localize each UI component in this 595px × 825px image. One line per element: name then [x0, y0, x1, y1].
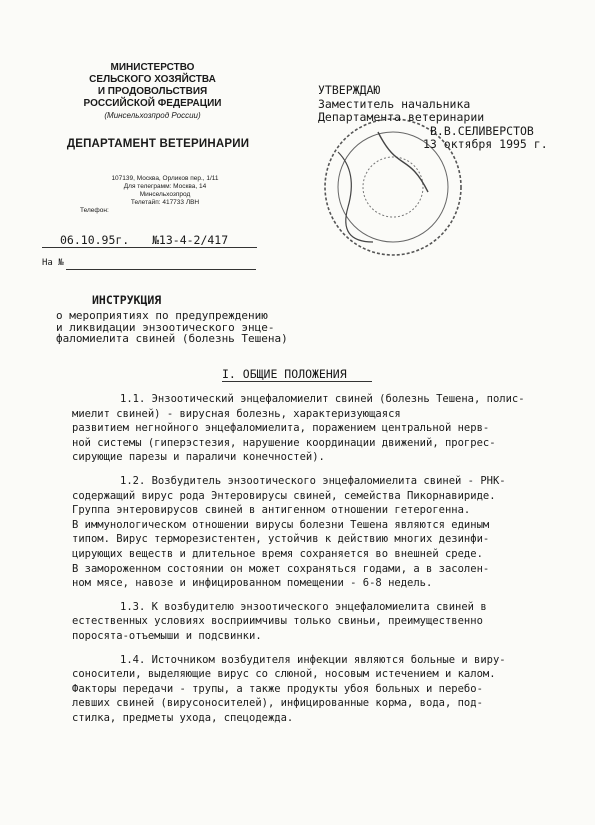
- section-heading: [222, 367, 347, 381]
- address-line: 107139, Москва, Орликов пер., 1/11: [111, 175, 219, 182]
- registration-rule: [42, 247, 257, 248]
- subtitle-line: и ликвидации энзоотического энце-: [56, 320, 275, 334]
- document-number: №13-4-2/417: [152, 233, 229, 247]
- instruction-subtitle: [56, 310, 326, 345]
- approver-name: В.В.СЕЛИВЕРСТОВ: [430, 123, 534, 138]
- subtitle-line: фаломиелита свиней (болезнь Тешена): [56, 332, 288, 345]
- ministry-line: СЕЛЬСКОГО ХОЗЯЙСТВА: [89, 74, 216, 85]
- department-name: ДЕПАРТАМЕНТ ВЕТЕРИНАРИИ: [66, 138, 250, 150]
- ministry-line: МИНИСТЕРСТВО: [110, 62, 195, 73]
- paragraph-1-1: 1.1. Энзоотический энцефаломиелит свиней (болезнь Тешена, полис- миелит свиней) - вирусная болезнь, характеризующаяся развитием негнойного энцефаломиелита, поражением центральной нерв- ной системы (гиперэстезия, нарушение координации движений, прогрес- сирующие парезы и параличи конечностей).: [72, 393, 525, 464]
- subtitle-line: о мероприятиях по предупреждению: [56, 309, 268, 322]
- address-line: Телефон:: [80, 207, 109, 214]
- approval-date: 13 октября 1995 г.: [423, 137, 548, 151]
- document-body: [72, 392, 568, 734]
- approval-block: [318, 84, 568, 152]
- reference-label: На №: [42, 258, 64, 268]
- address-line: Телетайп: 417733 ЛВН: [130, 199, 200, 206]
- ministry-line: РОССИЙСКОЙ ФЕДЕРАЦИИ: [83, 98, 222, 109]
- paragraph-1-2: 1.2. Возбудитель энзоотического энцефаломиелита свиней - РНК- содержащий вирус рода Энтеровирусы свиней, семейства Пикорнавириде. Группа энтеровирусов свиней в антигенном отношении гетерогенна. В иммунологическом отношении вирусы болезни Тешена являются единым типом. Вирус терморезистентен, устойчив к действию многих дезинфи- цирующих веществ и длительное время сохраняется во внешней среде. В замороженном состоянии он может сохраняться годами, а в засолен- ном мясе, навозе и инфицированном помещении - 6-8 недель.: [72, 474, 506, 590]
- address-line: Минсельхозпрод: [139, 191, 191, 198]
- instruction-title: ИНСТРУКЦИЯ: [92, 293, 162, 307]
- section-title: I. ОБЩИЕ ПОЛОЖЕНИЯ: [222, 367, 347, 381]
- reference-line: [42, 258, 257, 268]
- approval-department: Департамента ветеринарии: [318, 110, 485, 124]
- ministry-header: [60, 62, 245, 122]
- reference-rule: [66, 269, 256, 270]
- address-block: [80, 175, 250, 215]
- paragraph-1-4: 1.4. Источником возбудителя инфекции являются больные и виру- соносители, выделяющие вирус со слюной, носовым истечением и калом. Факторы передачи - трупы, а также продукты убоя больных и перебо- левших свиней (вирусоносителей), инфицированные корма, вода, под- стилка, предметы ухода, спецодежда.: [72, 653, 506, 724]
- document-date: 06.10.95г.: [60, 233, 130, 247]
- section-underline: [222, 381, 372, 382]
- approval-heading: УТВЕРЖДАЮ: [318, 83, 381, 97]
- address-line: Для телеграмм: Москва, 14: [123, 183, 207, 190]
- ministry-abbreviation: (Минсельхозпрод России): [104, 111, 201, 120]
- approval-position: Заместитель начальника: [318, 96, 471, 111]
- ministry-line: И ПРОДОВОЛЬСТВИЯ: [97, 86, 208, 97]
- paragraph-1-3: 1.3. К возбудителю энзоотического энцефаломиелита свиней в естественных условиях восприимчивы только свиньи, преимущественно поросята-отъемыши и подсвинки.: [72, 600, 487, 642]
